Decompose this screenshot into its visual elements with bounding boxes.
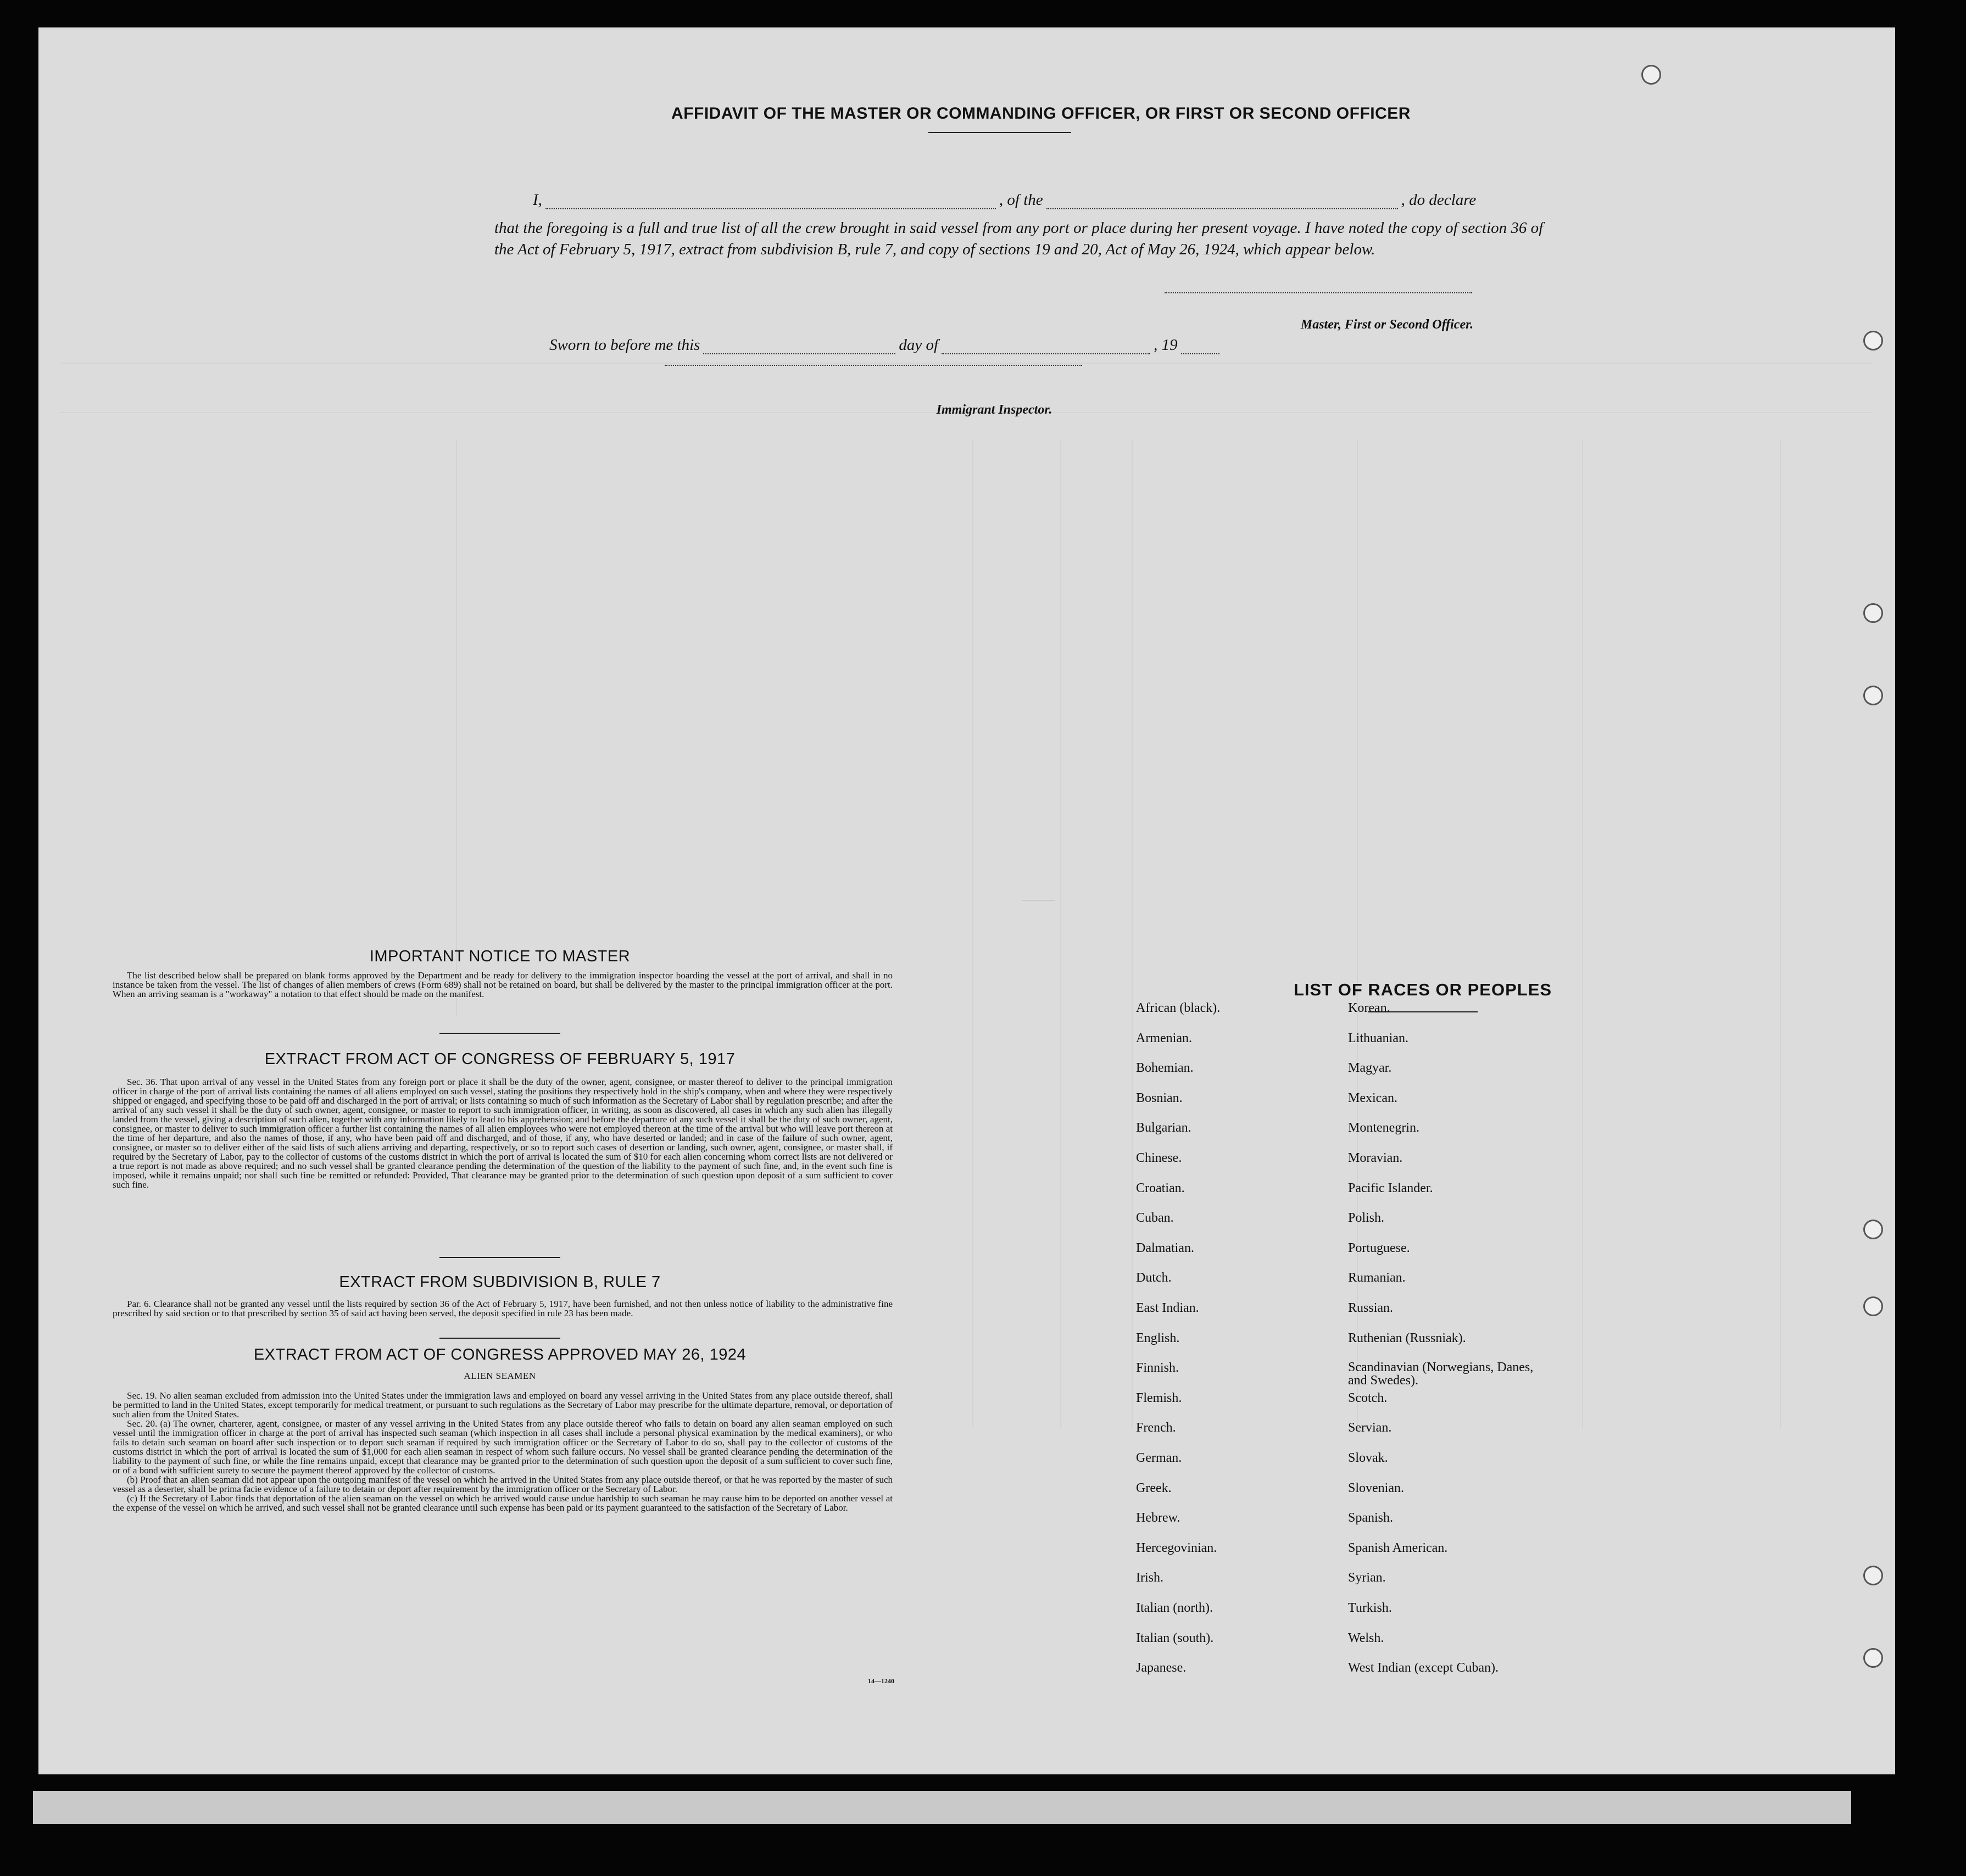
race-item: Korean. [1348, 1001, 1390, 1015]
section-divider [439, 1033, 560, 1034]
section-divider [439, 1257, 560, 1258]
title-divider [928, 132, 1071, 133]
bleed-column-line [1582, 439, 1583, 1428]
race-item: Hebrew. [1136, 1511, 1180, 1526]
race-item: French. [1136, 1421, 1176, 1435]
race-item: Slovak. [1348, 1451, 1388, 1465]
race-item: West Indian (except Cuban). [1348, 1661, 1499, 1675]
inspector-label: Immigrant Inspector. [936, 403, 1052, 417]
affidavit-title: AFFIDAVIT OF THE MASTER OR COMMANDING OFFICER, OR FIRST OR SECOND OFFICER [671, 104, 1411, 123]
name-blank [545, 208, 996, 209]
race-item: Rumanian. [1348, 1271, 1406, 1285]
race-item: Bulgarian. [1136, 1121, 1191, 1135]
declaration-of-the: , of the [999, 191, 1043, 209]
race-item: Dutch. [1136, 1271, 1172, 1285]
races-title: LIST OF RACES OR PEOPLES [1293, 980, 1552, 999]
race-item: Montenegrin. [1348, 1121, 1419, 1135]
bleed-column-line [972, 439, 973, 1428]
bleed-column-line [1780, 439, 1781, 1428]
race-item: German. [1136, 1451, 1182, 1465]
extract-1924-title: EXTRACT FROM ACT OF CONGRESS APPROVED MAY 26, 1924 [253, 1346, 747, 1363]
master-signature-line [1165, 292, 1472, 294]
rule7-text [113, 1299, 893, 1318]
race-item: Servian. [1348, 1421, 1392, 1435]
race-item: Polish. [1348, 1211, 1385, 1226]
underlying-sheet-edge [33, 1791, 1851, 1824]
race-item: Finnish. [1136, 1361, 1179, 1376]
sworn-line [549, 336, 1318, 354]
sworn-start: Sworn to before me this [549, 336, 700, 354]
race-item: Italian (south). [1136, 1630, 1214, 1645]
form-number: 14—1240 [868, 1677, 894, 1685]
race-item: Armenian. [1136, 1031, 1192, 1045]
bleed-through-heading [401, 104, 409, 137]
punch-hole [1641, 65, 1661, 85]
race-item: Syrian. [1348, 1571, 1386, 1585]
race-item: Spanish American. [1348, 1540, 1448, 1555]
race-item: Italian (north). [1136, 1601, 1213, 1615]
inspector-signature-line [665, 365, 1082, 366]
section-36-paragraph: Sec. 36. That upon arrival of any vessel in the United States from any foreign port or place it shall be the duty of the owner, agent, consignee, or master thereof to deliver to the principal immigration officer in charge of the port of arrival lists containing the names of all aliens employed on such vessel, stating the positions they respectively hold in the ship's company, when and where they were respectively shipped or engaged, and specifying those to be paid off and discharged in the port of arrival; or lists containing so much of such information as the Secretary of Labor shall by regulation prescribe; and after the arrival of any such vessel it shall be the duty of such owner, agent, consignee, or master to report to such immigration officer, in writing, as soon as discovered, all cases in which any such alien has illegally landed from the vessel, giving a description of such alien, together with any information likely to lead to his apprehension; and before the departure of any such vessel it shall be the duty of such owner, agent, consignee, or master to deliver to such immigration officer a further list containing the names of all alien employees who were not employed thereon at the time of the arrival but who will leave port thereon at the time of her departure, and also the names of those, if any, who have been paid off and discharged, and of those, if any, who have deserted or landed; and in case of the failure of such owner, agent, consignee, or master so to deliver either of the said lists of such aliens arriving and departing, respectively, or so to report such cases of desertion or landing, such owner, agent, consignee, or master shall, if required by the Secretary of Labor, pay to the collector of customs of the customs district in which the port of arrival is located the sum of $10 for each alien concerning whom correct lists are not delivered or a true report is not made as above required; and no such vessel shall be granted clearance pending the determination of the question of the liability to the payment of such fine, and, in the event such fine is imposed, while it remains unpaid; nor shall such fine be remitted or refunded: Provided, That clearance may be granted prior to the determination of such question upon deposit of a sum sufficient to cover such fine. [113, 1077, 893, 1190]
alien-seamen-subtitle: ALIEN SEAMEN [464, 1371, 536, 1381]
bleed-column-line [456, 439, 457, 1016]
punch-hole [1863, 1296, 1883, 1316]
race-item: Croatian. [1136, 1181, 1185, 1195]
race-item: English. [1136, 1331, 1180, 1345]
sec19-paragraph: Sec. 19. No alien seaman excluded from admission into the United States under the immigration laws and employed on board any vessel arriving in the United States from any place outside thereof, shall be permitted to land in the United States, except temporarily for medical treatment, or pursuant to such regulations as the Secretary of Labor may prescribe for the ultimate departure, removal, or deportation of such alien from the United States. [113, 1390, 893, 1419]
notice-paragraph: The list described below shall be prepared on blank forms approved by the Department and be ready for delivery to the immigration inspector boarding the vessel at the port of arrival, and shall in no instance be taken from the vessel. The list of changes of alien members of crews (Form 689) shall not be retained on board, but shall be delivered by the master to the principal immigration officer at the port. When an arriving seaman is a "workaway" a notation to that effect should be made on the manifest. [113, 970, 893, 999]
race-item: Bosnian. [1136, 1090, 1183, 1105]
sworn-year: , 19 [1154, 336, 1178, 354]
rule7-title: EXTRACT FROM SUBDIVISION B, RULE 7 [339, 1273, 661, 1291]
punch-hole [1863, 331, 1883, 350]
extract-1924-text [113, 1391, 893, 1512]
race-item: Bohemian. [1136, 1061, 1194, 1076]
race-item: Moravian. [1348, 1151, 1403, 1165]
punch-hole [1863, 1648, 1883, 1668]
notice-text [113, 971, 893, 999]
sworn-month-blank [942, 353, 1150, 354]
sworn-day-of: day of [899, 336, 939, 354]
sworn-date-blank [703, 353, 895, 354]
master-signature-label: Master, First or Second Officer. [1300, 318, 1474, 332]
race-item: East Indian. [1136, 1301, 1199, 1315]
race-item: Irish. [1136, 1571, 1163, 1585]
race-item: Flemish. [1136, 1390, 1182, 1405]
sec20a-paragraph: Sec. 20. (a) The owner, charterer, agent, consignee, or master of any vessel arriving in the United States from any place outside thereof who fails to detain on board any alien seaman employed on such vessel until the immigration officer in charge at the port of arrival has inspected such seaman (which inspection in all cases shall include a personal physical examination by the medical examiners), or who fails to detain such seaman on board after such inspection or to deport such seaman if required by such immigration officer or the Secretary of Labor to do so, shall pay to the collector of customs of the customs district in which the port of arrival is located the sum of $1,000 for each alien seaman in respect of whom such failure occurs. No vessel shall be granted clearance pending the determination of the liability to the payment of such fine, or while the fine remains unpaid, except that clearance may be granted prior to the determination of such question upon the deposit of a sum sufficient to cover such fine, or of a bond with sufficient surety to secure the payment thereof approved by the collector of customs. [113, 1418, 893, 1476]
race-item: Japanese. [1136, 1661, 1187, 1675]
notice-title: IMPORTANT NOTICE TO MASTER [369, 948, 631, 965]
declaration-line-1 [533, 191, 1544, 209]
race-item: Scotch. [1348, 1390, 1388, 1405]
race-item: Cuban. [1136, 1211, 1174, 1226]
bleed-column-line [1060, 439, 1061, 1428]
extract-1917-text [113, 1077, 893, 1189]
race-item: Turkish. [1348, 1601, 1392, 1615]
section-divider [439, 1338, 560, 1339]
race-item: Ruthenian (Russniak). [1348, 1331, 1466, 1345]
race-item: Magyar. [1348, 1061, 1392, 1076]
par6-paragraph: Par. 6. Clearance shall not be granted any vessel until the lists required by section 36 of the Act of February 5, 1917, have been furnished, and not then unless notice of liability to the administrative fine prescribed by said section or to that prescribed by section 35 of said act having been served, the deposit specified in rule 23 has been made. [113, 1299, 893, 1318]
race-item: Russian. [1348, 1301, 1394, 1315]
race-item: Scandinavian (Norwegians, Danes, and Swedes). [1348, 1360, 1534, 1388]
vessel-blank [1046, 208, 1398, 209]
race-item: Pacific Islander. [1348, 1181, 1433, 1195]
bleed-row-line [60, 363, 1873, 364]
extract-1917-title: EXTRACT FROM ACT OF CONGRESS OF FEBRUARY 5, 1917 [264, 1050, 736, 1068]
declaration-body: that the foregoing is a full and true list of all the crew brought in said vessel from any port or place during her present voyage. I have noted the copy of section 36 of the Act of February 5, 1917, extract from subdivision B, rule 7, and copy of sections 19 and 20, Act of May 26, 1924, which appear below. [494, 219, 1544, 258]
bleed-column-line [1132, 439, 1133, 1428]
sec20b-paragraph: (b) Proof that an alien seaman did not appear upon the outgoing manifest of the vessel on which he arrived in the United States from any place outside thereof, or that he was reported by the master of such vessel as a deserter, shall be prima facie evidence of a failure to detain or deport after requirement by the immigration officer or the Secretary of Labor. [113, 1474, 893, 1494]
punch-hole [1863, 686, 1883, 705]
race-item: Dalmatian. [1136, 1240, 1194, 1255]
race-item: Lithuanian. [1348, 1031, 1408, 1045]
declaration-i: I, [533, 191, 542, 209]
punch-hole [1863, 603, 1883, 623]
sec20c-paragraph: (c) If the Secretary of Labor finds that deportation of the alien seaman on the vessel on which he arrived would cause undue hardship to such seaman he may cause him to be deported on another vessel at the expense of the vessel on which he arrived, and such vessel shall not be granted clearance until such expense has been paid or its payment guaranteed to the satisfaction of the Secretary of Labor. [113, 1493, 893, 1513]
race-item: Spanish. [1348, 1511, 1394, 1526]
race-item: Chinese. [1136, 1151, 1182, 1165]
race-item: Slovenian. [1348, 1480, 1404, 1495]
race-item: Hercegovinian. [1136, 1540, 1217, 1555]
punch-hole [1863, 1566, 1883, 1585]
race-item: African (black). [1136, 1001, 1221, 1015]
race-item: Portuguese. [1348, 1240, 1410, 1255]
punch-hole [1863, 1220, 1883, 1239]
race-item: Welsh. [1348, 1630, 1384, 1645]
race-item: Greek. [1136, 1480, 1172, 1495]
sworn-year-blank [1181, 353, 1219, 354]
manifest-page [38, 27, 1895, 1774]
race-item: Mexican. [1348, 1090, 1397, 1105]
declaration-end: , do declare [1401, 191, 1477, 209]
